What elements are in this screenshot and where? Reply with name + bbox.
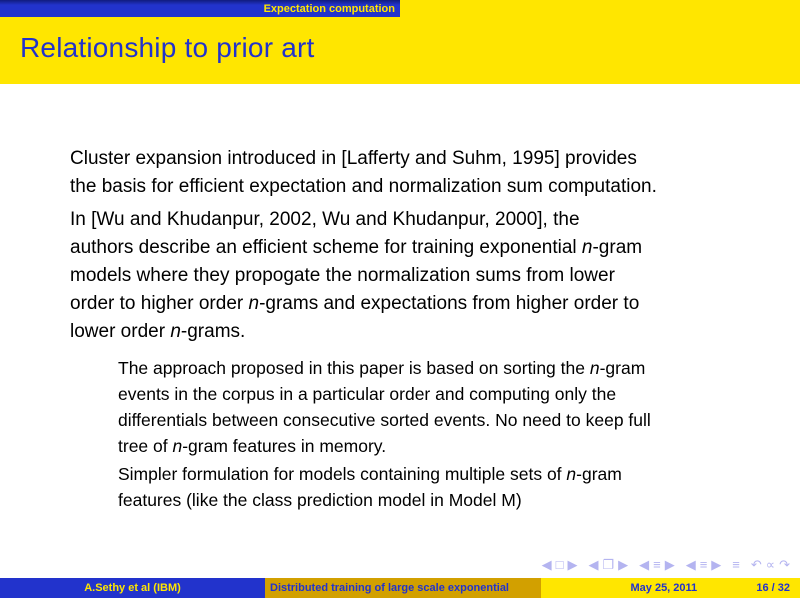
footer-date: May 25, 2011 — [630, 582, 698, 594]
body-text-segment: features (like the class prediction model in Model M) — [118, 490, 522, 510]
section-forward-icon[interactable]: ▶ — [711, 557, 722, 572]
body-text-segment: events in the corpus in a particular order and computing only the — [118, 384, 617, 404]
body-text-segment: lower order — [70, 321, 171, 342]
footer-author-box — [0, 578, 265, 598]
frame-title-bar — [0, 17, 800, 84]
nav-group — [686, 556, 722, 574]
body-paragraph — [70, 206, 780, 346]
body-text-segment: -gram — [576, 464, 622, 484]
search-back-icon[interactable]: ↶ — [750, 557, 762, 572]
body-text-segment: the basis for efficient expectation and normalization sum computation. — [70, 176, 657, 197]
footer-short-title: Distributed training of large scale exponential — [270, 582, 509, 594]
slide-body — [70, 145, 780, 515]
search-forward-icon[interactable]: ↷ — [779, 557, 790, 572]
body-text-segment: Cluster expansion introduced in [Lafferty and Suhm, 1995] provides — [70, 148, 637, 169]
subsection-back-icon[interactable]: ◀ — [639, 557, 650, 572]
body-subparagraph — [118, 355, 780, 459]
footer-page-indicator: 16 / 32 — [756, 582, 790, 594]
body-text-segment: Simpler formulation for models containing multiple sets of — [118, 464, 567, 484]
section-label: Expectation computation — [263, 2, 395, 15]
resume-icon[interactable]: ∝ — [765, 557, 776, 572]
body-text-segment: n — [566, 464, 577, 484]
section-back-icon[interactable]: ◀ — [685, 557, 696, 572]
subsection-icon[interactable]: ≡ — [653, 557, 661, 572]
slide-back-icon[interactable]: ◀ — [541, 557, 552, 572]
navigation-symbols — [542, 556, 790, 574]
body-text-segment: differentials between consecutive sorted events. No need to keep full — [118, 410, 651, 430]
body-text-segment: -gram features in memory. — [182, 436, 387, 456]
frame-back-icon[interactable]: ◀ — [588, 557, 599, 572]
body-text-segment: -gram — [599, 358, 646, 378]
body-text-segment: -grams. — [180, 321, 246, 342]
body-subparagraph — [118, 461, 780, 513]
footer-bar — [0, 578, 800, 598]
body-text-segment: order to higher order — [70, 293, 249, 314]
body-text-segment: -gram — [592, 237, 643, 258]
body-text-segment: n — [170, 321, 181, 342]
body-text-segment: The approach proposed in this paper is based on sorting the — [118, 358, 590, 378]
footer-meta-box — [541, 578, 800, 598]
slide-forward-icon[interactable]: ▶ — [567, 557, 578, 572]
subsection-forward-icon[interactable]: ▶ — [664, 557, 675, 572]
frame-title: Relationship to prior art — [20, 32, 315, 63]
body-text-segment: n — [172, 436, 183, 456]
section-tab[interactable] — [0, 0, 400, 17]
body-paragraph — [70, 145, 780, 201]
body-text-segment: models where they propogate the normalization sums from lower — [70, 265, 615, 286]
footer-title-box — [265, 578, 541, 598]
body-text-segment: authors describe an efficient scheme for training exponential — [70, 237, 582, 258]
footer-author-label: A.Sethy et al (IBM) — [84, 582, 181, 594]
slide-icon[interactable]: □ — [555, 557, 564, 572]
nav-group — [588, 556, 628, 574]
appendix-icon[interactable]: ≡ — [732, 557, 740, 572]
nav-group — [751, 556, 790, 574]
body-text-segment: n — [248, 293, 260, 314]
frame-icon[interactable]: ❐ — [602, 557, 615, 572]
body-text-segment: n — [581, 237, 593, 258]
nav-group — [542, 556, 578, 574]
nav-group — [639, 556, 675, 574]
body-text-segment: n — [589, 358, 600, 378]
frame-forward-icon[interactable]: ▶ — [618, 557, 629, 572]
nav-group — [732, 556, 740, 574]
body-text-segment: In [Wu and Khudanpur, 2002, Wu and Khudanpur, 2000], the — [70, 209, 580, 230]
section-icon[interactable]: ≡ — [699, 557, 708, 572]
body-text-segment: tree of — [118, 436, 173, 456]
body-text-segment: -grams and expectations from higher order to — [259, 293, 640, 314]
headline-bar — [0, 0, 800, 17]
subsection-area — [400, 0, 800, 17]
